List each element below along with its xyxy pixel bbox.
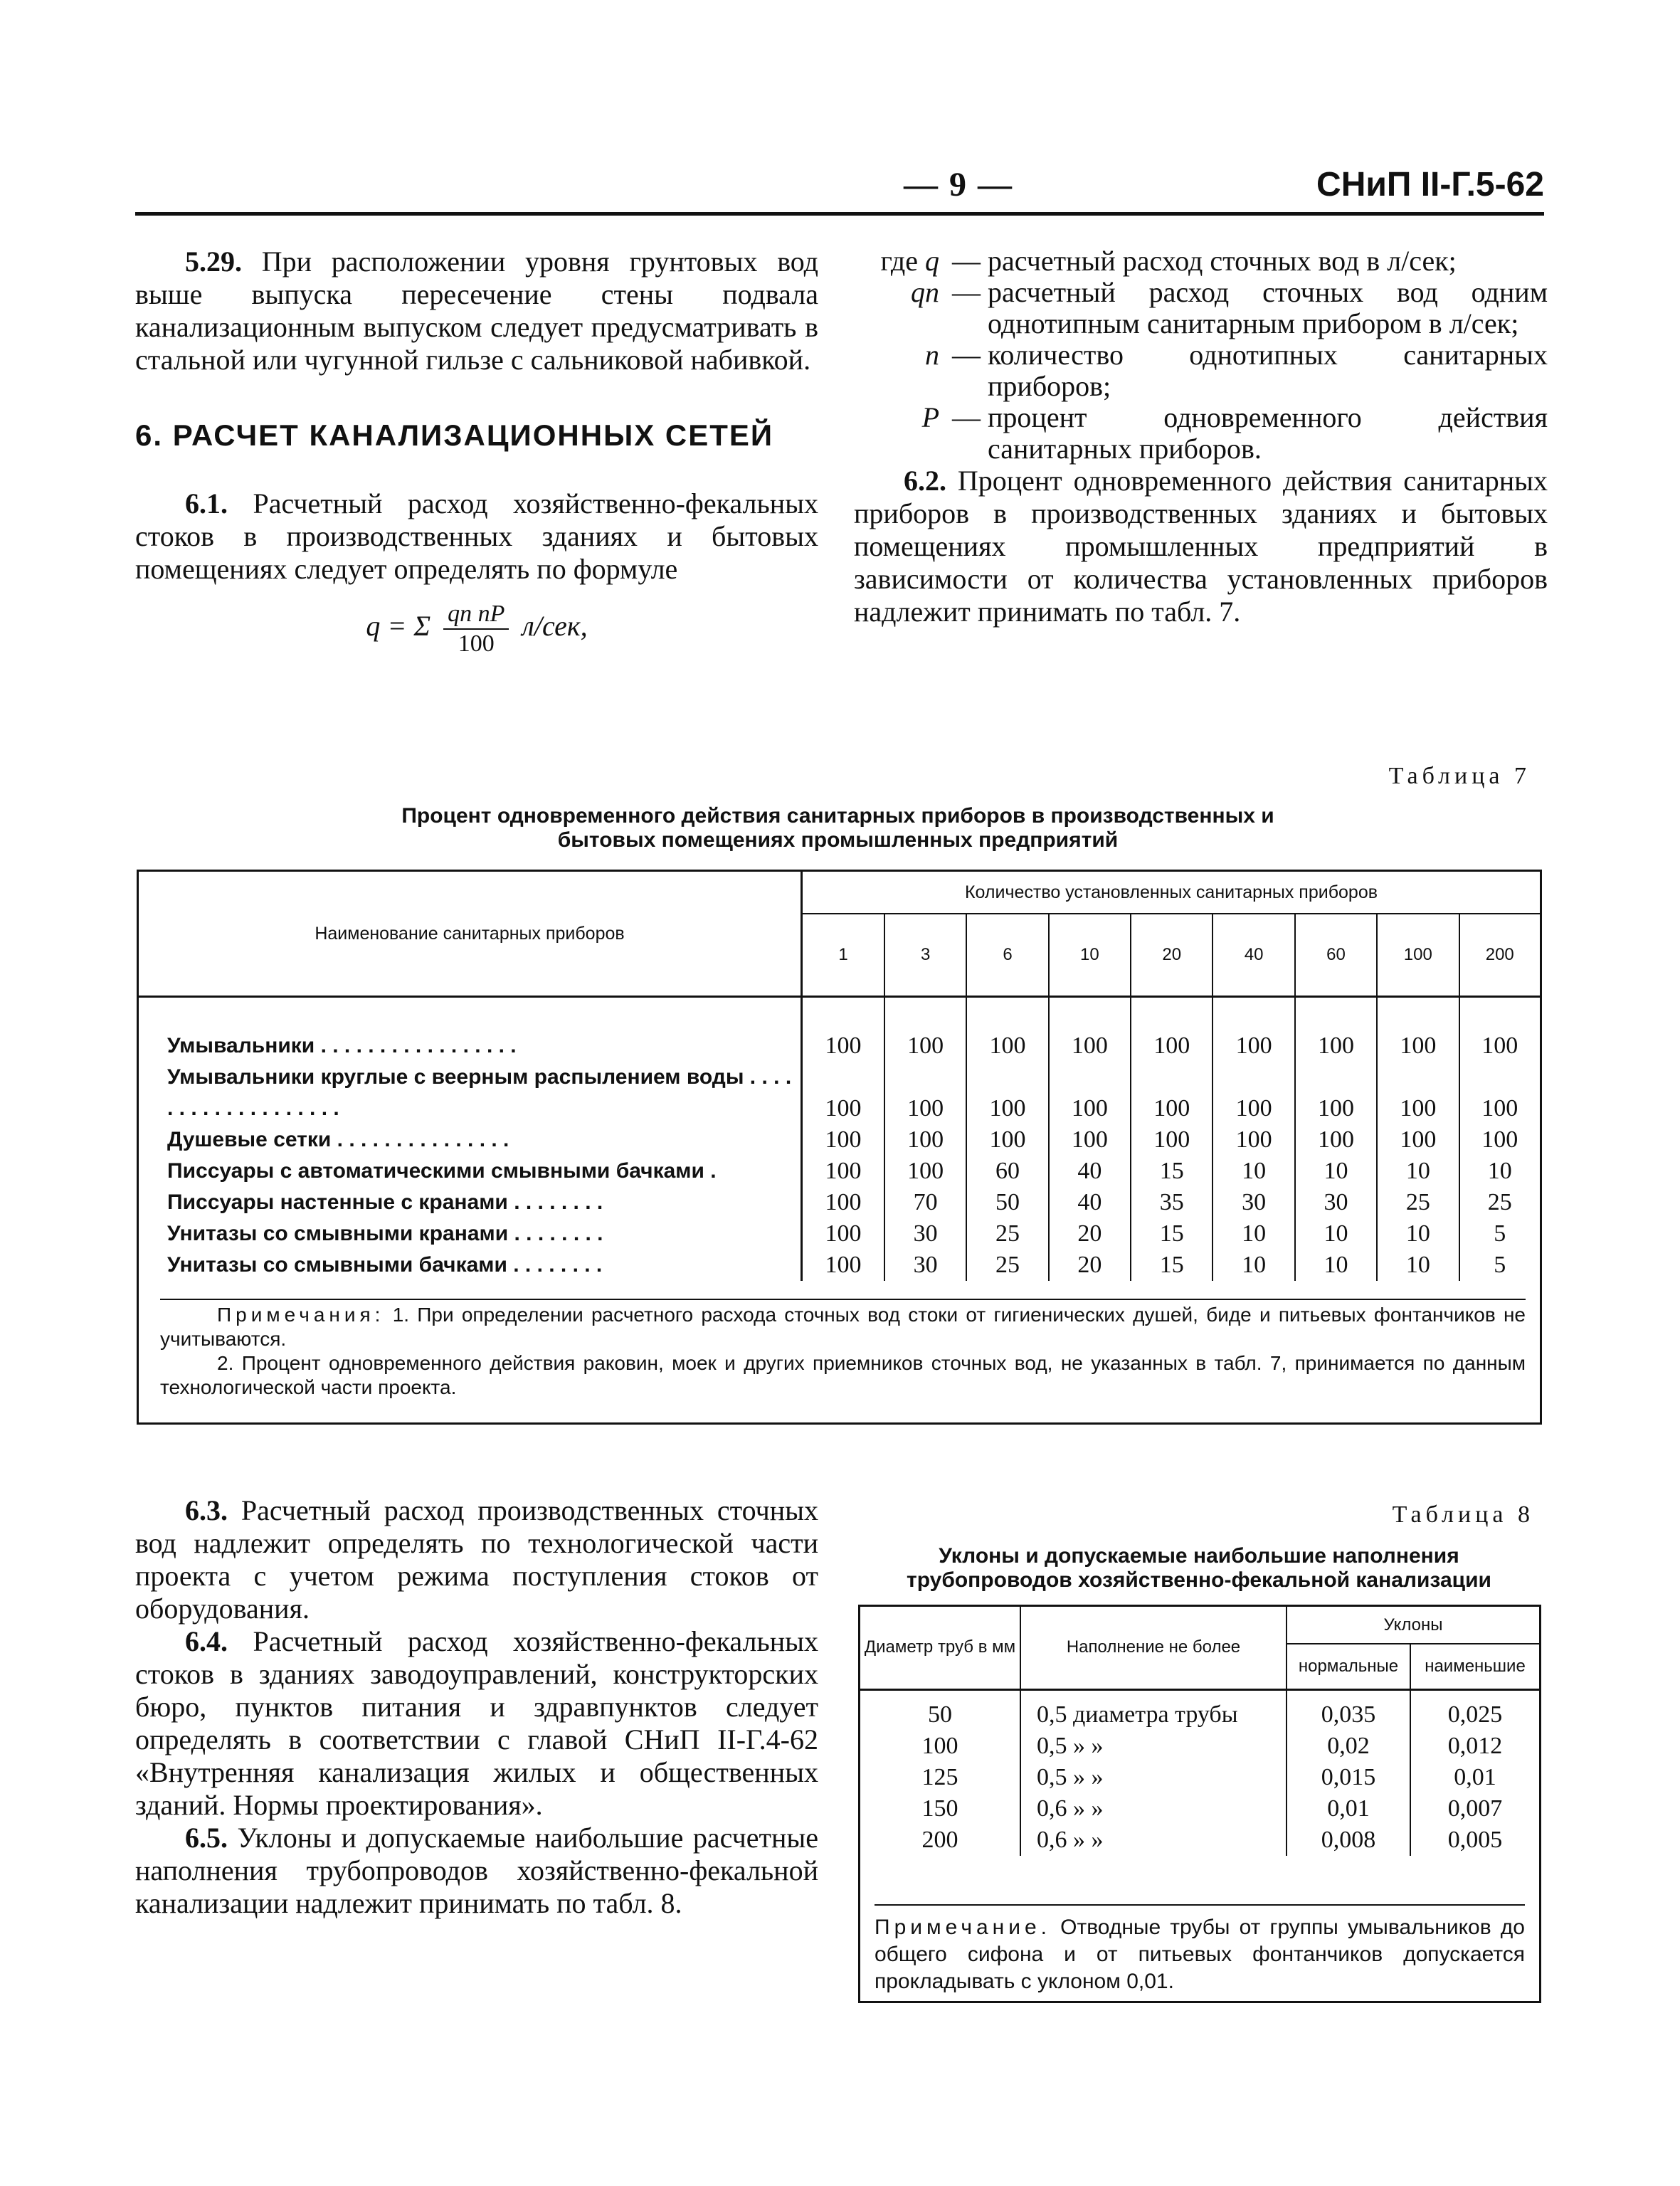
formula-left: q = Σ xyxy=(366,610,431,643)
legend-description: расчетный расход сточных вод в л/сек; xyxy=(988,245,1457,277)
table-header-row xyxy=(860,1607,1539,1644)
paragraph-text: Расчетный расход хозяйственно-фекальных стоков в производственных зданиях и бытовых помещениях следует определять по формуле xyxy=(135,487,818,585)
table-7-label: Таблица 7 xyxy=(1388,763,1531,789)
paragraph-text: Процент одновременного действия санитарных приборов в производственных зданиях и бытовых помещениях промышленных предприятий в зависимости от количества установленных приборов надлежит принимать по табл. 7. xyxy=(854,465,1548,628)
notes-label: Примечания: xyxy=(217,1304,385,1326)
legend-row: P — процент одновременного действия санитарных приборов. xyxy=(854,402,1548,465)
flow-formula xyxy=(135,600,818,658)
legend-row: qп — расчетный расход сточных вод одним однотипным санитарным прибором в л/сек; xyxy=(854,277,1548,339)
table-row: 150 0,6 » » 0,01 0,007 xyxy=(860,1793,1539,1825)
table-8-note xyxy=(875,1904,1525,1995)
formula-numerator: qп nP xyxy=(443,600,509,630)
legend-row: где q — расчетный расход сточных вод в л/сек; xyxy=(854,245,1548,277)
table-header-row xyxy=(139,872,1540,914)
note-2: 2. Процент одновременного действия раковин, моек и других приемников сточных вод, не указанных в табл. 7, принимается по данным технологической части проекта. xyxy=(160,1352,1526,1398)
column-header-min: наименьшие xyxy=(1425,1656,1526,1676)
count-header: 100 xyxy=(1377,914,1459,996)
formula-unit: л/сек, xyxy=(522,610,588,643)
table-title-line: Уклоны и допускаемые наибольшие наполнения xyxy=(939,1544,1459,1568)
table-7-notes xyxy=(160,1299,1526,1400)
legend-symbol: P xyxy=(921,401,939,433)
page-header xyxy=(135,165,1544,216)
column-header-slopes: Уклоны xyxy=(1287,1607,1539,1644)
right-column-top xyxy=(854,245,1548,628)
fixture-name: Писсуары настенные с кранами . . . . . . . . xyxy=(139,1187,802,1218)
document-code: СНиП II-Г.5-62 xyxy=(1316,166,1544,204)
paragraph-number: 5.29. xyxy=(185,245,242,278)
fixture-name: Писсуары с автоматическими смывными бачками . xyxy=(139,1156,802,1187)
paragraph-6-3 xyxy=(135,1494,818,1625)
table-row: Умывальники круглые с веерным распылением воды . . . . . . . . . . . . . . . . . . . 100 100 100 100 100 100 100 100 100 xyxy=(139,1062,1540,1124)
paragraph-6-1 xyxy=(135,487,818,586)
count-header: 3 xyxy=(884,914,966,996)
paragraph-6-2 xyxy=(854,465,1548,628)
table-row: 200 0,6 » » 0,008 0,005 xyxy=(860,1825,1539,1856)
table-8 xyxy=(858,1605,1541,2003)
table-row: 100 0,5 » » 0,02 0,012 xyxy=(860,1731,1539,1762)
table-row: Унитазы со смывными кранами . . . . . . . . 100 30 25 20 15 10 10 10 5 xyxy=(139,1218,1540,1250)
legend-symbol: n xyxy=(925,339,939,371)
column-header-name: Наименование санитарных приборов xyxy=(139,872,802,996)
table-row: Душевые сетки . . . . . . . . . . . . . . . 100 100 100 100 100 100 100 100 100 xyxy=(139,1124,1540,1156)
note-text: 1. При определении расчетного расхода сточных вод стоки от гигиенических душей, биде и питьевых фонтанчиков не учитываются. xyxy=(160,1304,1526,1350)
note-1 xyxy=(160,1303,1526,1351)
paragraph-text: Уклоны и допускаемые наибольшие расчетные наполнения трубопроводов хозяйственно-фекальной канализации надлежит принимать по табл. 8. xyxy=(135,1822,819,1919)
fixture-name: Унитазы со смывными бачками . . . . . . . . xyxy=(139,1250,802,1281)
fixture-name: Умывальники круглые с веерным распылением воды . . . . . . . . . . . . . . . . . . . xyxy=(139,1062,802,1124)
column-header-quantity: Количество установленных санитарных приборов xyxy=(802,872,1541,914)
paragraph-number: 6.1. xyxy=(185,487,228,519)
note-label: Примечание. xyxy=(875,1916,1051,1939)
legend-symbol: где q xyxy=(880,245,939,277)
table-row: Писсуары с автоматическими смывными бачками . 100 100 60 40 15 10 10 10 10 xyxy=(139,1156,1540,1187)
paragraph-6-4 xyxy=(135,1625,818,1822)
table-row: Умывальники . . . . . . . . . . . . . . . . . 100 100 100 100 100 100 100 100 100 xyxy=(139,1030,1540,1062)
table-row: Унитазы со смывными бачками . . . . . . . . 100 30 25 20 15 10 10 10 5 xyxy=(139,1250,1540,1281)
legend-row: n — количество однотипных санитарных приборов; xyxy=(854,339,1548,402)
paragraph-text: Расчетный расход производственных сточных вод надлежит определять по технологической части проекта с учетом режима поступления стоков от оборудования. xyxy=(135,1494,818,1625)
count-header: 200 xyxy=(1459,914,1541,996)
legend-description: количество однотипных санитарных приборов; xyxy=(988,339,1548,402)
paragraph-text: При расположении уровня грунтовых вод выше выпуска пересечение стены подвала канализационным выпуском следует предусматривать в стальной или чугунной гильзе с сальниковой набивкой. xyxy=(135,245,819,376)
page-number: — 9 — xyxy=(904,166,1013,204)
column-header-normal: нормальные xyxy=(1287,1644,1410,1689)
where-word: где xyxy=(880,245,918,277)
left-column-bottom xyxy=(135,1494,818,1920)
fixture-name: Унитазы со смывными кранами . . . . . . . . xyxy=(139,1218,802,1250)
table-title-line: Процент одновременного действия санитарных приборов в производственных и xyxy=(401,804,1274,828)
count-header: 6 xyxy=(966,914,1048,996)
table-row: 125 0,5 » » 0,015 0,01 xyxy=(860,1762,1539,1793)
column-header-fill: Наполнение не более xyxy=(1020,1607,1287,1689)
formula-fraction xyxy=(443,600,509,658)
note-text: Отводные трубы от группы умывальников до общего сифона и от питьевых фонтанчиков допускается прокладывать с уклоном 0,01. xyxy=(875,1916,1525,1993)
fixture-name: Душевые сетки . . . . . . . . . . . . . . . xyxy=(139,1124,802,1156)
formula-legend xyxy=(854,245,1548,465)
paragraph-6-5 xyxy=(135,1822,818,1920)
table-7-title xyxy=(135,804,1541,852)
paragraph-number: 6.4. xyxy=(185,1625,228,1657)
table-title-line: трубопроводов хозяйственно-фекальной канализации xyxy=(907,1568,1491,1592)
paragraph-number: 6.5. xyxy=(185,1822,228,1854)
count-header: 1 xyxy=(838,945,848,964)
left-column-top xyxy=(135,245,818,658)
legend-symbol: qп xyxy=(911,276,939,308)
table-8-label: Таблица 8 xyxy=(1392,1501,1534,1528)
column-header-diameter: Диаметр труб в мм xyxy=(860,1607,1020,1689)
section-title: 6. РАСЧЕТ КАНАЛИЗАЦИОННЫХ СЕТЕЙ xyxy=(135,418,774,452)
table-title-line: бытовых помещениях промышленных предприятий xyxy=(557,828,1119,852)
formula-denominator: 100 xyxy=(458,630,495,657)
paragraph-text: Расчетный расход хозяйственно-фекальных стоков в зданиях заводоуправлений, конструкторских бюро, пунктов питания и здравпунктов следует определять в соответствии с главой СНиП II-Г.4-62 «Внутренняя канализация жилых и общественных зданий. Нормы проектирования». xyxy=(135,1625,818,1821)
table-row: 50 0,5 диаметра трубы 0,035 0,025 xyxy=(860,1699,1539,1731)
count-header: 40 xyxy=(1213,914,1294,996)
count-header: 60 xyxy=(1295,914,1377,996)
table-7 xyxy=(137,870,1542,1425)
fixture-name: Умывальники . . . . . . . . . . . . . . . . . xyxy=(139,1030,802,1062)
table-8-title xyxy=(854,1544,1544,1593)
legend-description: расчетный расход сточных вод одним однотипным санитарным прибором в л/сек; xyxy=(988,276,1548,339)
legend-description: процент одновременного действия санитарных приборов. xyxy=(988,401,1548,465)
paragraph-5-29 xyxy=(135,245,818,376)
paragraph-number: 6.2. xyxy=(904,465,946,497)
count-header: 10 xyxy=(1049,914,1131,996)
count-header: 20 xyxy=(1131,914,1213,996)
table-row: Писсуары настенные с кранами . . . . . . . . 100 70 50 40 35 30 30 25 25 xyxy=(139,1187,1540,1218)
paragraph-number: 6.3. xyxy=(185,1494,228,1526)
